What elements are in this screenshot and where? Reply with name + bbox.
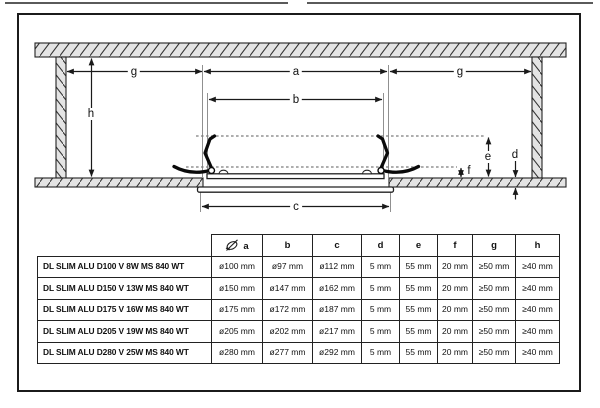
product-name-cell: DL SLIM ALU D100 V 8W MS 840 WT <box>38 256 212 278</box>
dim-label-c: c <box>290 201 302 213</box>
hole-saw-icon <box>225 239 240 251</box>
fixture-body-plate <box>207 174 384 179</box>
col-header-a-label: a <box>243 241 249 253</box>
value-cell: ø217 mm <box>313 321 362 343</box>
value-cell: ø205 mm <box>212 321 263 343</box>
value-cell: ø277 mm <box>263 342 313 364</box>
value-cell: 20 mm <box>438 321 473 343</box>
value-cell: ø150 mm <box>212 278 263 300</box>
dim-label-h: h <box>85 108 97 120</box>
value-cell: 55 mm <box>400 342 438 364</box>
table-row <box>38 342 560 364</box>
value-cell: ø112 mm <box>313 256 362 278</box>
col-header-g: g <box>473 235 516 257</box>
value-cell: ≥50 mm <box>473 278 516 300</box>
value-cell: ≥40 mm <box>516 256 560 278</box>
col-header-f: f <box>438 235 473 257</box>
dimensions-table <box>37 234 560 364</box>
table-row <box>38 321 560 343</box>
value-cell: 55 mm <box>400 256 438 278</box>
value-cell: 5 mm <box>362 278 400 300</box>
downlight-fixture <box>198 170 394 192</box>
value-cell: ø172 mm <box>263 299 313 321</box>
col-header-c: c <box>313 235 362 257</box>
value-cell: 20 mm <box>438 299 473 321</box>
value-cell: ø187 mm <box>313 299 362 321</box>
suspended-ceiling-right <box>389 178 566 187</box>
fixture-latch-right <box>363 170 372 174</box>
value-cell: ≥40 mm <box>516 321 560 343</box>
value-cell: ø202 mm <box>263 321 313 343</box>
value-cell: ø147 mm <box>263 278 313 300</box>
value-cell: ø100 mm <box>212 256 263 278</box>
dim-label-f: f <box>467 165 471 177</box>
dim-label-b: b <box>290 94 302 106</box>
spring-clip-left <box>174 136 215 174</box>
col-header-e: e <box>400 235 438 257</box>
dim-label-e: e <box>482 151 494 163</box>
product-name-cell: DL SLIM ALU D280 V 25W MS 840 WT <box>38 342 212 364</box>
suspended-ceiling-left <box>35 178 203 187</box>
value-cell: 20 mm <box>438 342 473 364</box>
product-name-cell: DL SLIM ALU D175 V 16W MS 840 WT <box>38 299 212 321</box>
value-cell: 55 mm <box>400 321 438 343</box>
value-cell: ≥40 mm <box>516 278 560 300</box>
table-header-row <box>38 235 560 257</box>
value-cell: 5 mm <box>362 321 400 343</box>
dim-label-a: a <box>290 66 302 78</box>
value-cell: 5 mm <box>362 256 400 278</box>
col-header-h: h <box>516 235 560 257</box>
value-cell: ≥50 mm <box>473 299 516 321</box>
value-cell: ≥50 mm <box>473 342 516 364</box>
value-cell: ≥50 mm <box>473 256 516 278</box>
col-header-b: b <box>263 235 313 257</box>
value-cell: ø280 mm <box>212 342 263 364</box>
fixture-trim-ring <box>198 187 394 192</box>
right-wall <box>532 57 542 178</box>
dim-label-d: d <box>509 149 521 161</box>
value-cell: 5 mm <box>362 299 400 321</box>
product-name-cell: DL SLIM ALU D150 V 13W MS 840 WT <box>38 278 212 300</box>
value-cell: 55 mm <box>400 278 438 300</box>
value-cell: ≥40 mm <box>516 299 560 321</box>
value-cell: ø97 mm <box>263 256 313 278</box>
value-cell: 20 mm <box>438 256 473 278</box>
table-corner-spacer <box>38 235 212 257</box>
height-reference-dashed-lines <box>186 136 484 167</box>
dim-label-g-left: g <box>128 66 140 78</box>
fixture-latch-left <box>219 170 228 174</box>
value-cell: ø175 mm <box>212 299 263 321</box>
value-cell: ø162 mm <box>313 278 362 300</box>
dim-label-g-right: g <box>454 66 466 78</box>
value-cell: ø292 mm <box>313 342 362 364</box>
col-header-a <box>212 235 263 257</box>
value-cell: 5 mm <box>362 342 400 364</box>
ceiling-slab <box>35 43 566 57</box>
value-cell: ≥50 mm <box>473 321 516 343</box>
table-row <box>38 256 560 278</box>
value-cell: 55 mm <box>400 299 438 321</box>
left-wall <box>56 57 66 178</box>
table-row <box>38 278 560 300</box>
value-cell: ≥40 mm <box>516 342 560 364</box>
table-row <box>38 299 560 321</box>
value-cell: 20 mm <box>438 278 473 300</box>
product-name-cell: DL SLIM ALU D205 V 19W MS 840 WT <box>38 321 212 343</box>
col-header-d: d <box>362 235 400 257</box>
spring-clip-right <box>378 136 419 174</box>
